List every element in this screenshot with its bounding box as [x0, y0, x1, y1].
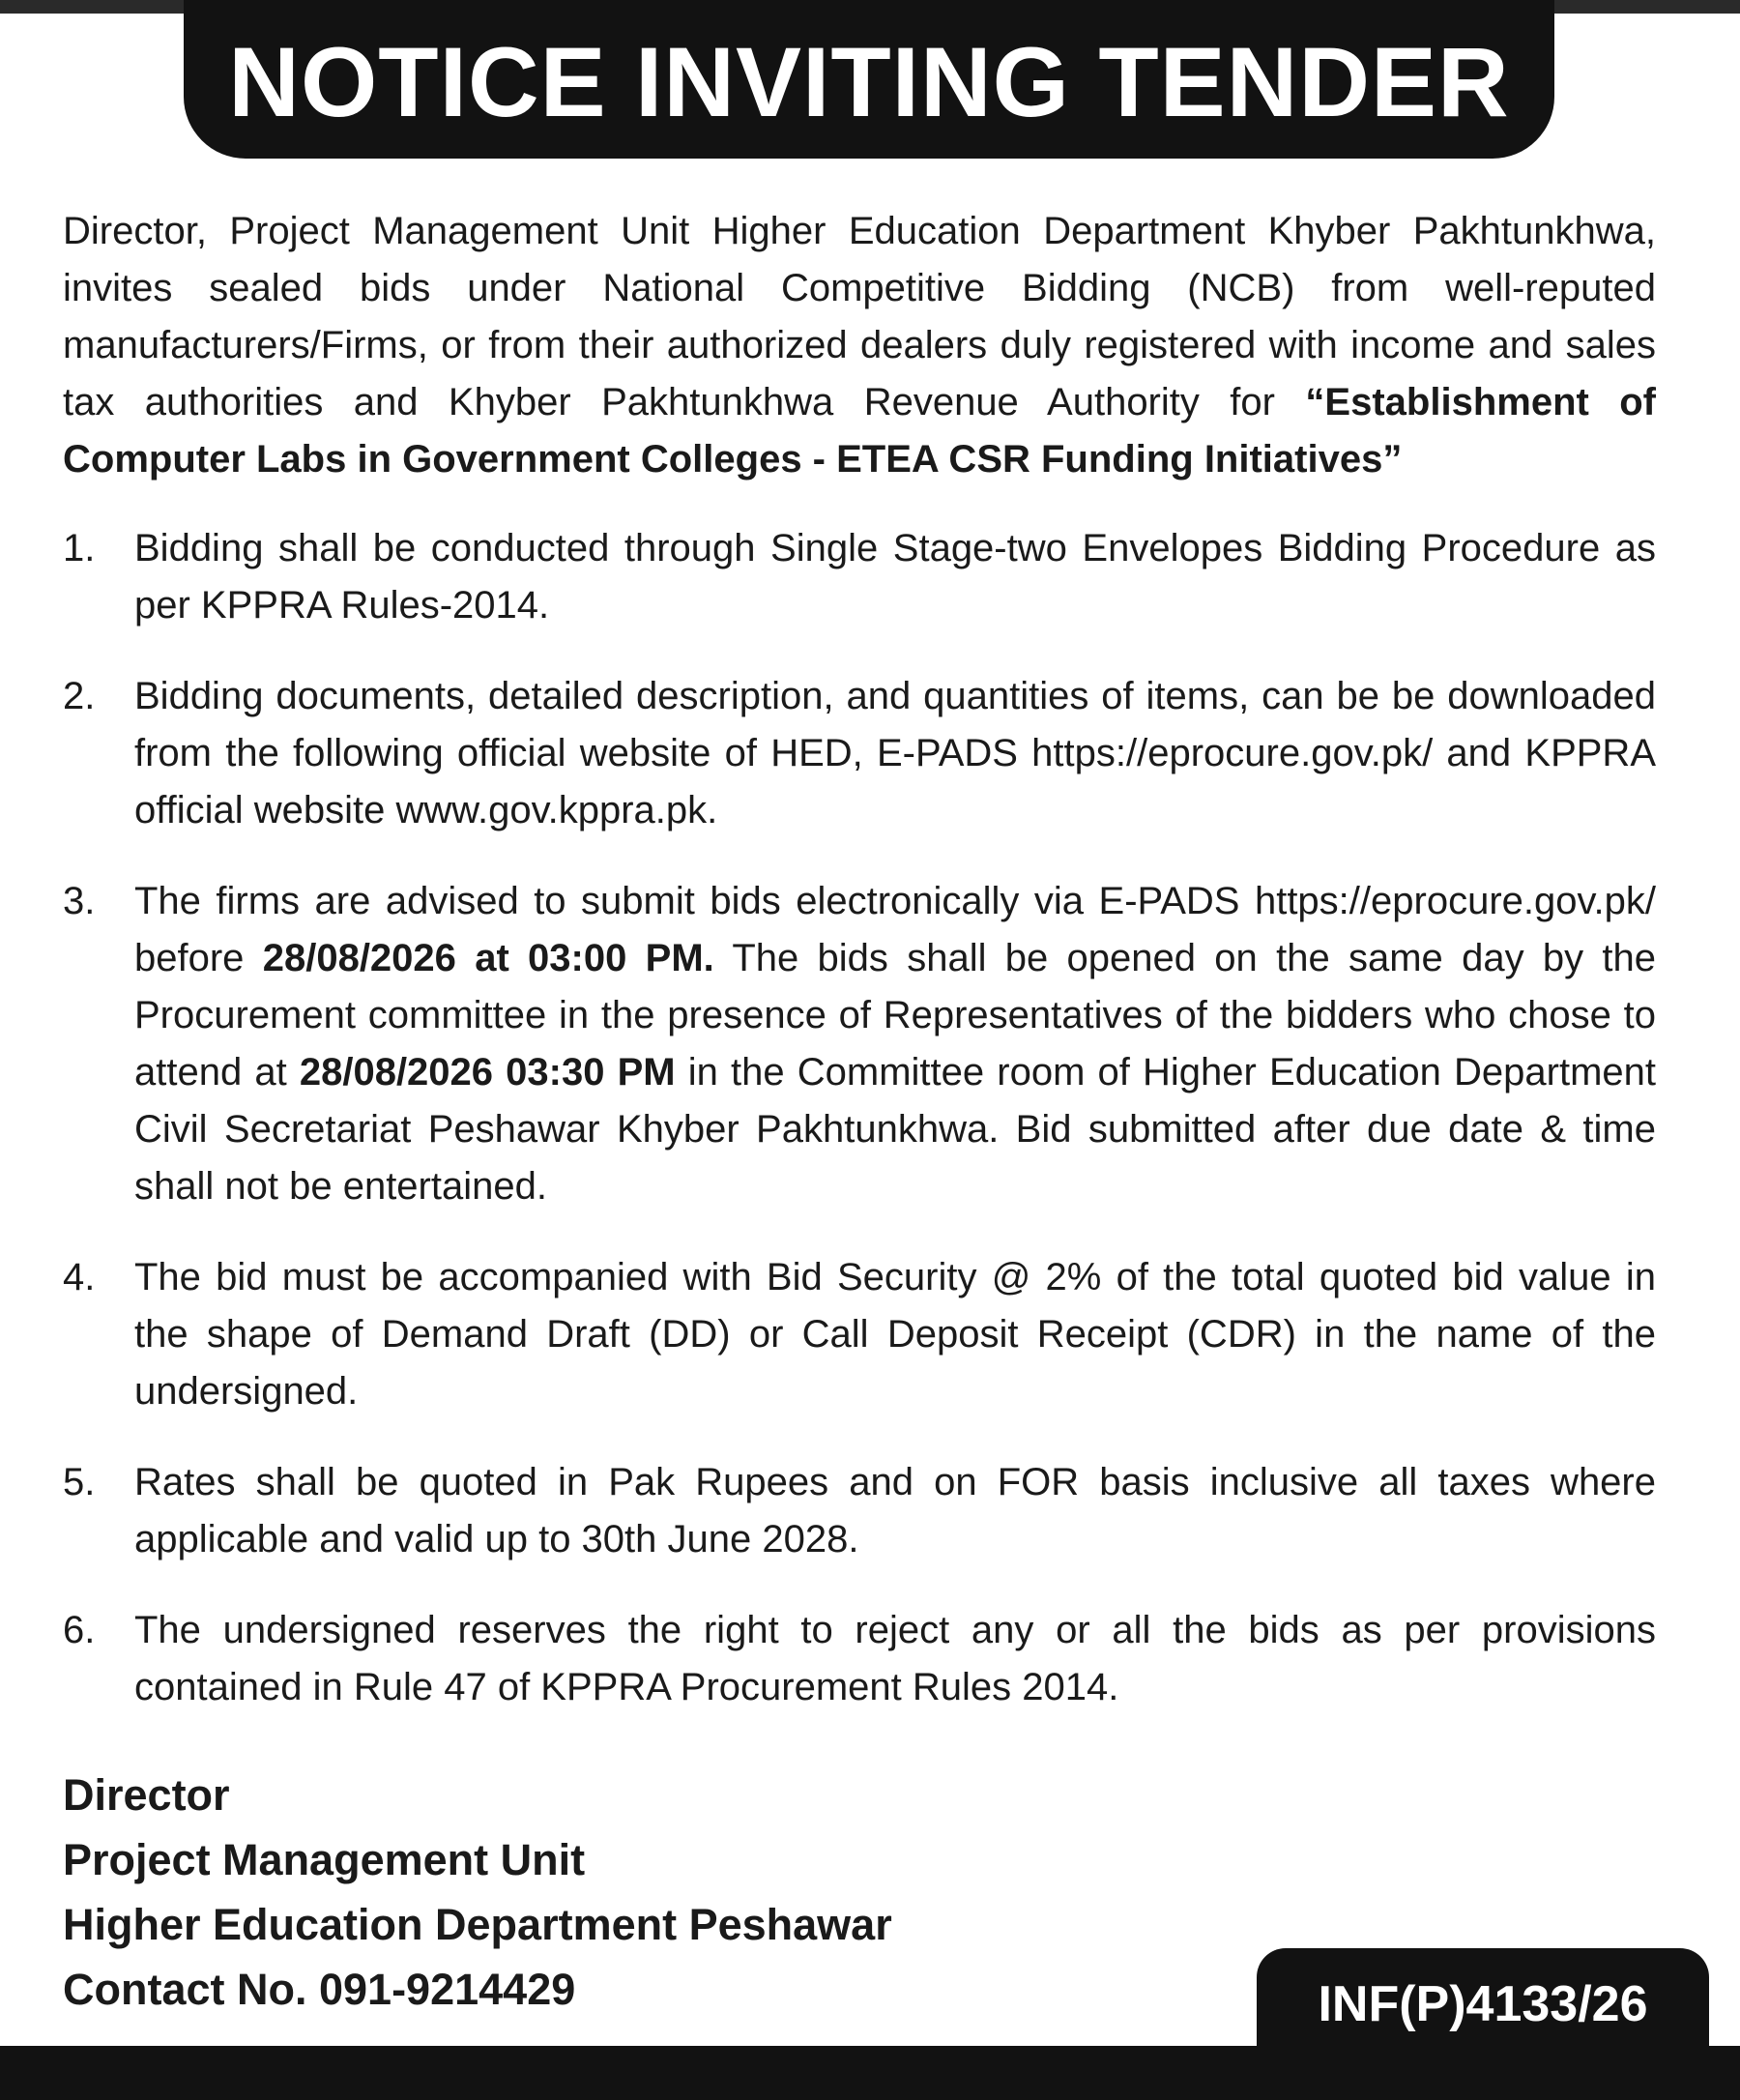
reference-badge [1257, 1948, 1709, 2055]
reference-number: INF(P)4133/26 [1318, 1976, 1648, 2032]
signatory-title: Director [63, 1770, 230, 1820]
intro-paragraph [63, 203, 1656, 488]
condition-number: 1. [63, 527, 96, 569]
condition-text [134, 873, 1656, 1215]
condition-number: 5. [63, 1461, 96, 1503]
condition-item [63, 1249, 1656, 1420]
project-name: “Establishment of Computer Labs in Government Colleges - ETEA CSR Funding Initiatives” [63, 381, 1657, 481]
condition-number: 3. [63, 880, 96, 922]
venue-text: in the Committee room of Higher Education Department Civil Secretariat Peshawar Khyber Pakhtunkhwa. Bid submitted after due date & time shall not be entertained. [134, 1051, 1656, 1208]
condition-item [63, 1454, 1656, 1568]
signature-block [63, 1763, 1174, 2022]
bottom-border [0, 2046, 1740, 2100]
condition-item [63, 668, 1656, 839]
contact-number: Contact No. 091-9214429 [63, 1965, 576, 2014]
condition-number: 2. [63, 675, 96, 717]
condition-text: Rates shall be quoted in Pak Rupees and on FOR basis inclusive all taxes where applicable and valid up to 30th June 2028. [134, 1461, 1656, 1560]
submission-deadline: 28/08/2026 at 03:00 PM. [262, 937, 714, 979]
condition-text: Bidding shall be conducted through Single Stage-two Envelopes Bidding Procedure as per KPPRA Rules-2014. [134, 527, 1656, 627]
conditions-list [63, 520, 1656, 1716]
opening-text: The bids shall be opened on the same day by the Procurement committee in the presence of Representatives of the bidders who chose to attend at [134, 937, 1656, 1094]
intro-text: Director, Project Management Unit Higher Education Department Khyber Pakhtunkhwa, invites sealed bids under National Competitive Bidding (NCB) from well-reputed manufacturers/Firms, or from their authorized dealers duly registered with income and sales tax authorities and Khyber Pakhtunkhwa Revenue Authority for [63, 210, 1656, 423]
condition-item [63, 873, 1656, 1215]
condition-number: 4. [63, 1256, 96, 1298]
title-banner [184, 0, 1554, 159]
condition-item [63, 520, 1656, 634]
signatory-department: Higher Education Department Peshawar [63, 1900, 892, 1949]
submission-text: The firms are advised to submit bids electronically via E-PADS https://eprocure.gov.pk/ before [134, 880, 1656, 979]
condition-item [63, 1602, 1656, 1716]
condition-text: The undersigned reserves the right to reject any or all the bids as per provisions contained in Rule 47 of KPPRA Procurement Rules 2014. [134, 1609, 1656, 1708]
notice-title: NOTICE INVITING TENDER [228, 26, 1510, 137]
condition-number: 6. [63, 1609, 96, 1651]
opening-time: 28/08/2026 03:30 PM [299, 1051, 676, 1094]
signatory-unit: Project Management Unit [63, 1835, 586, 1884]
condition-text: The bid must be accompanied with Bid Security @ 2% of the total quoted bid value in the shape of Demand Draft (DD) or Call Deposit Receipt (CDR) in the name of the undersigned. [134, 1256, 1656, 1413]
condition-text: Bidding documents, detailed description, and quantities of items, can be be downloaded from the following official website of HED, E-PADS https://eprocure.gov.pk/ and KPPRA official website www.gov.kppra.pk. [134, 675, 1656, 831]
